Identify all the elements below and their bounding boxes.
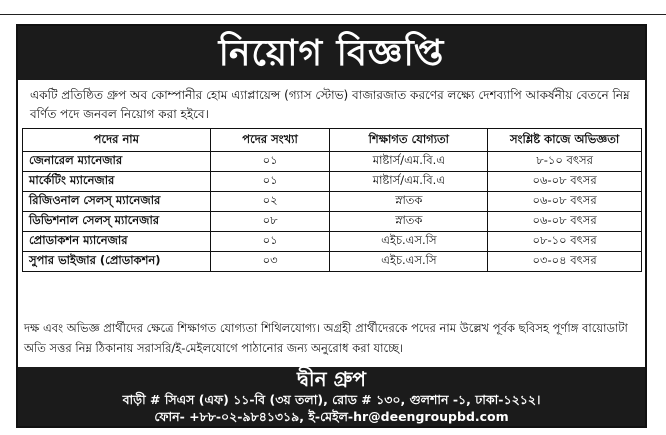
- qualification: মাষ্টার্স/এম.বি.এ: [330, 172, 488, 192]
- post-name: প্রোডাকশন ম্যানেজার: [23, 232, 211, 252]
- application-note: দক্ষ এবং অভিজ্ঞ প্রার্থীদের ক্ষেত্রে শিক্ষাগত যোগ্যতা শিথিলযোগ্য। অগ্রহী প্রার্থীদেরকে পদের নাম উল্লেখ পূর্বক ছবিসহ পূর্ণাঙ্গ বায়োডাটা অতি সত্তর নিম্ন ঠিকানায় সরাসরি/ই-মেইলযোগে পাঠানোর জন্য অনুরোধ করা যাচ্ছে।: [24, 321, 628, 355]
- table-row: [23, 192, 642, 212]
- job-advertisement: [16, 24, 647, 428]
- qualification: এইচ.এস.সি: [330, 232, 488, 252]
- post-name: ডিভিশনাল সেলস্ ম্যানেজার: [23, 212, 211, 232]
- qualification: স্নাতক: [330, 192, 488, 212]
- top-page-strip: [0, 0, 666, 15]
- ad-heading: নিয়োগ বিজ্ঞপ্তি: [18, 26, 645, 80]
- post-count: ০১: [210, 232, 330, 252]
- qualification: এইচ.এস.সি: [330, 252, 488, 272]
- post-count: ০১: [210, 172, 330, 192]
- table-row: [23, 212, 642, 232]
- experience: ০৩-০৪ বৎসর: [488, 252, 642, 272]
- experience: ০৮-১০ বৎসর: [488, 232, 642, 252]
- jobs-table: [22, 128, 642, 272]
- post-name: মার্কেটিং ম্যানেজার: [23, 172, 211, 192]
- experience: ৮-১০ বৎসর: [488, 152, 642, 172]
- table-row: [23, 172, 642, 192]
- post-count: ০২: [210, 192, 330, 212]
- table-row: [23, 252, 642, 272]
- company-name: দ্বীন গ্রুপ: [297, 367, 366, 391]
- company-contact: ফোন- +৮৮-০২-৯৮৪১৩১৯, ই-মেইল-hr@deengroupbd.com: [154, 409, 509, 424]
- experience: ০৬-০৮ বৎসর: [488, 212, 642, 232]
- col-experience: সংশ্লিষ্ট কাজে অভিজ্ঞতা: [488, 129, 642, 152]
- table-row: [23, 232, 642, 252]
- col-post-count: পদের সংখ্যা: [210, 129, 330, 152]
- col-qualification: শিক্ষাগত যোগ্যতা: [330, 129, 488, 152]
- post-count: ০১: [210, 152, 330, 172]
- post-name: রিজিওনাল সেলস্ ম্যানেজার: [23, 192, 211, 212]
- qualification: মাষ্টার্স/এম.বি.এ: [330, 152, 488, 172]
- post-name: সুপার ভাইজার (প্রোডাকশন): [23, 252, 211, 272]
- experience: ০৬-০৮ বৎসর: [488, 192, 642, 212]
- post-count: ০৮: [210, 212, 330, 232]
- col-post-name: পদের নাম: [23, 129, 211, 152]
- experience: ০৬-০৮ বৎসর: [488, 172, 642, 192]
- post-name: জেনারেল ম্যানেজার: [23, 152, 211, 172]
- table-row: [23, 152, 642, 172]
- table-header-row: [23, 129, 642, 152]
- company-footer: [18, 367, 645, 426]
- company-address: বাড়ী # সিএস (এফ) ১১-বি (৩য় তলা), রোড # ১৩০, গুলশান -১, ঢাকা-১২১২।: [122, 392, 541, 407]
- intro-text: একটি প্রতিষ্ঠিত গ্রুপ অব কোম্পানীর হোম এ্যাপ্লায়েন্স (গ্যাস স্টোভ) বাজারজাত করণের লক্ষ্যে দেশব্যাপি আকর্ষনীয় বেতনে নিম্ন বর্ণিত পদে জনবল নিয়োগ করা হইবে।: [30, 88, 630, 121]
- qualification: স্নাতক: [330, 212, 488, 232]
- post-count: ০৩: [210, 252, 330, 272]
